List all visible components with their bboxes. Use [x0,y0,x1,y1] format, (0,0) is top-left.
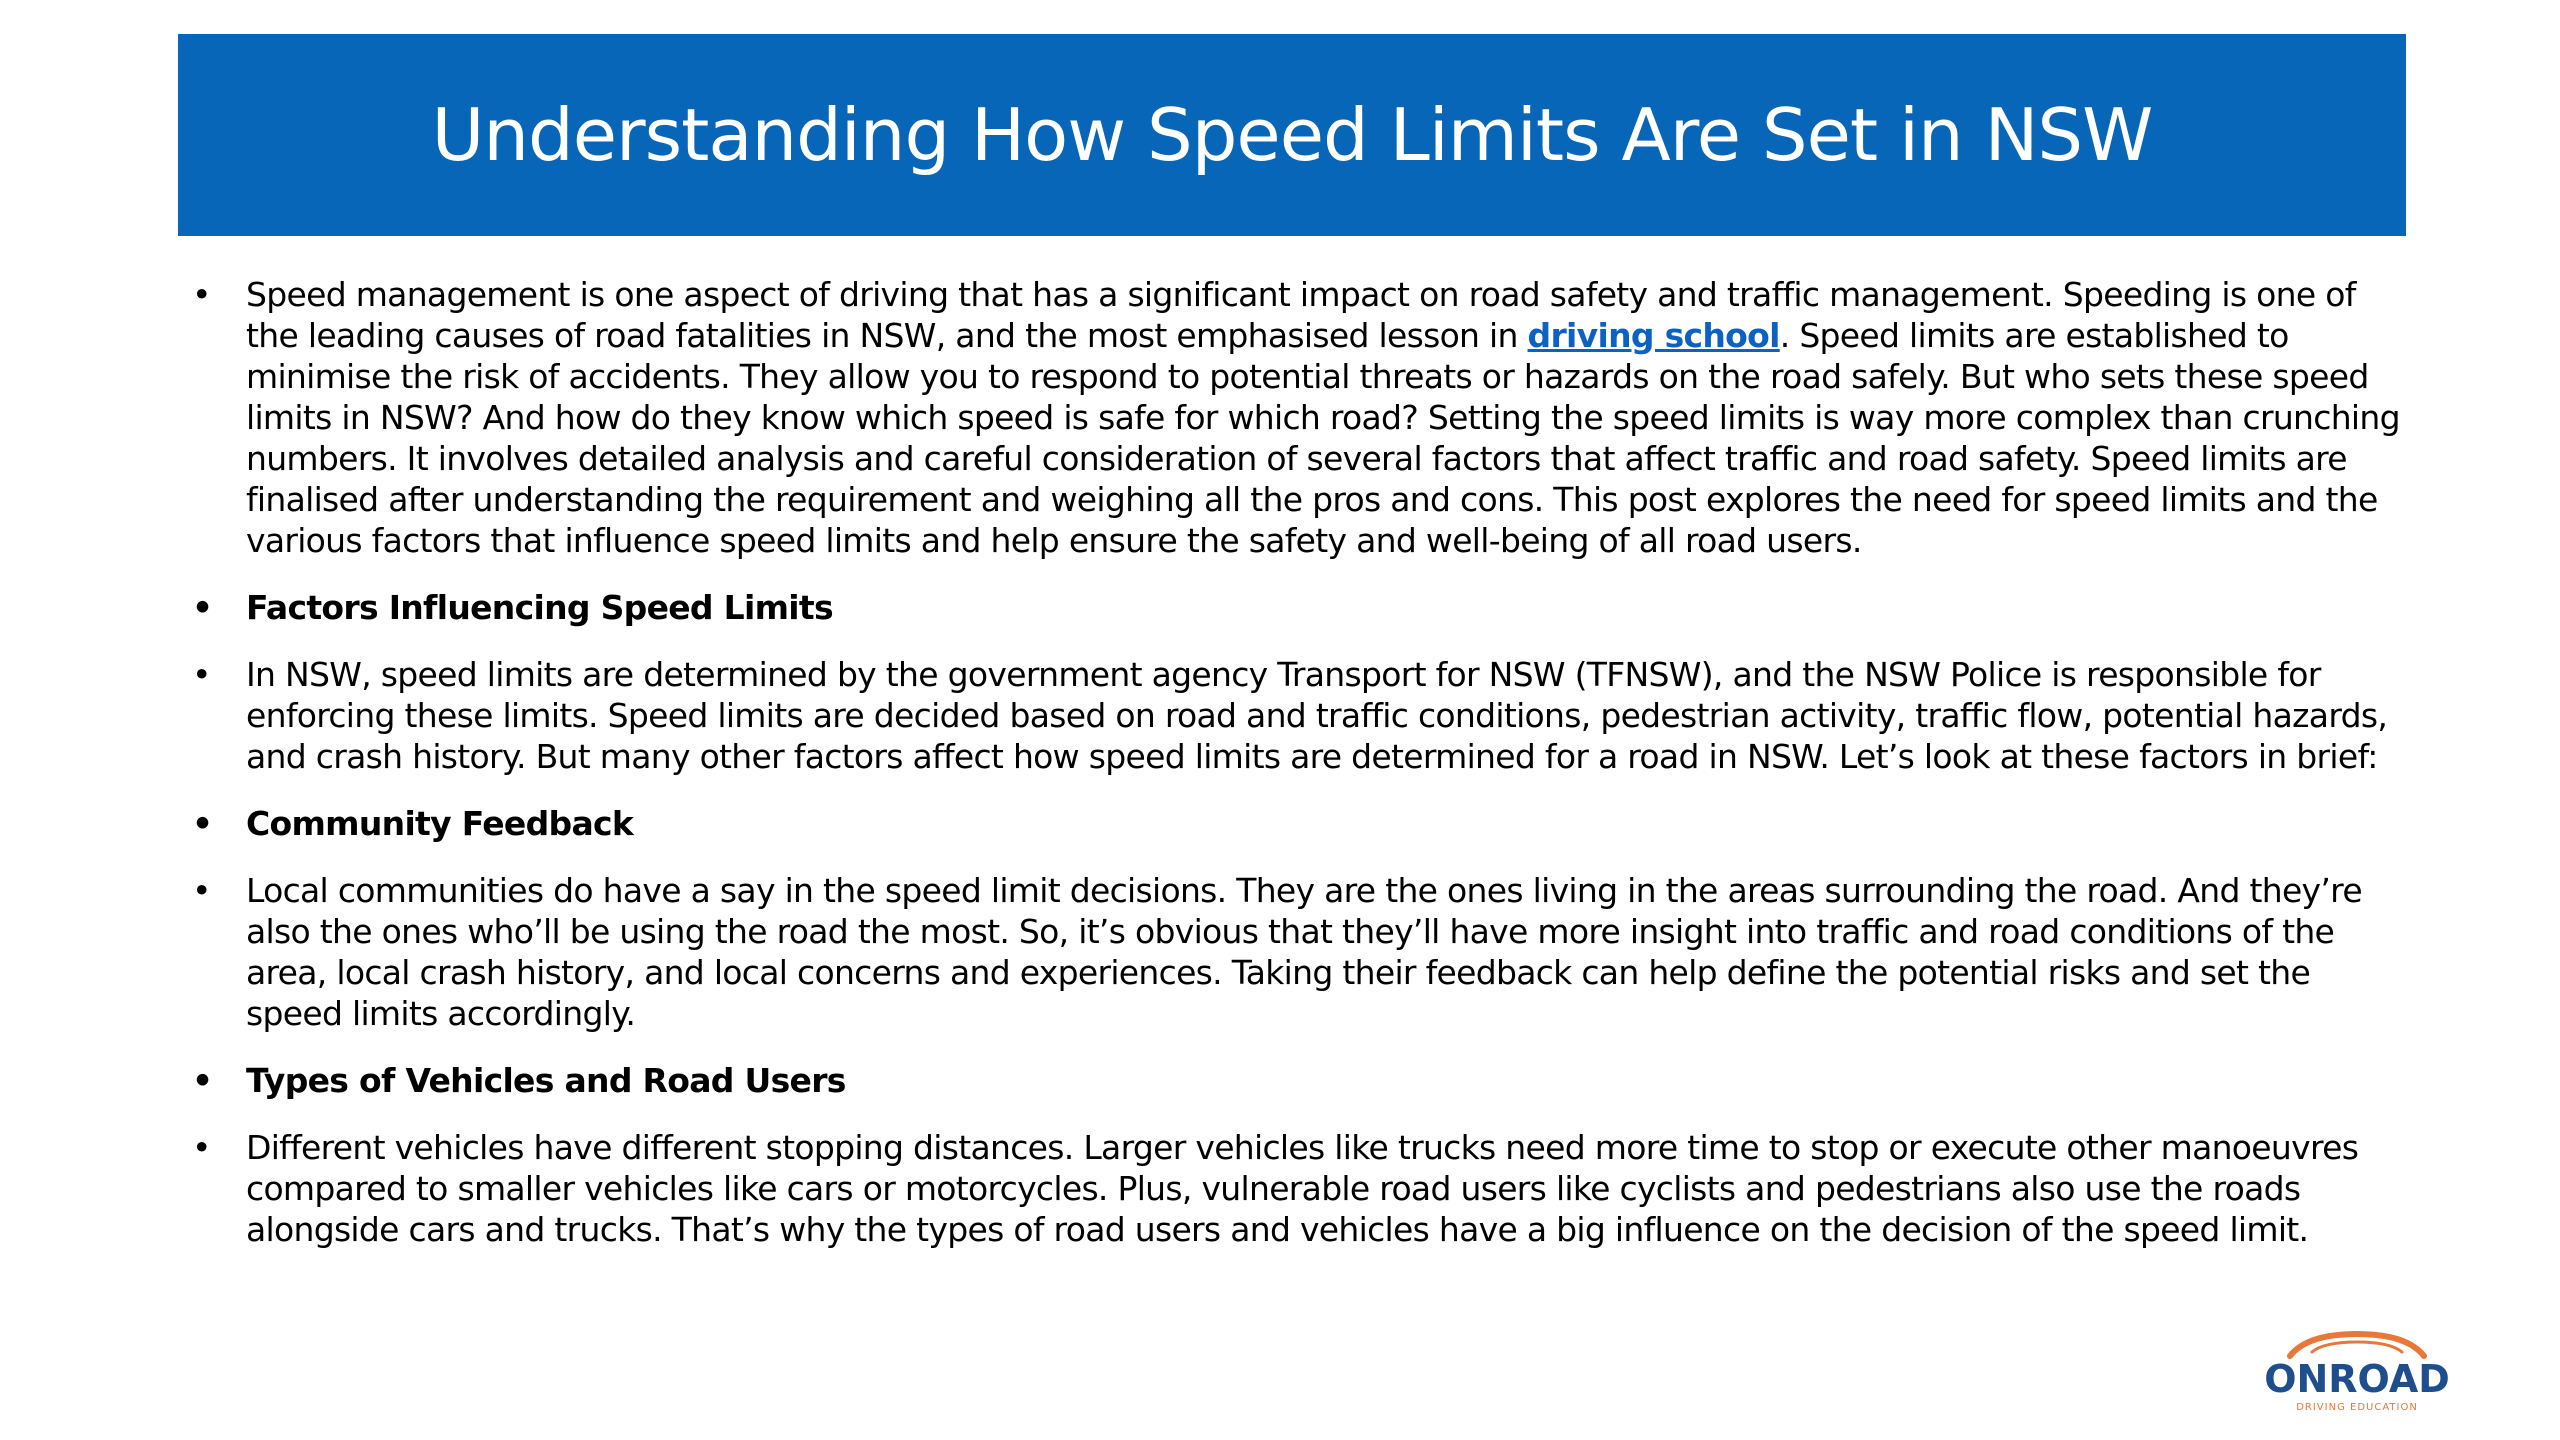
tfnsw-text: In NSW, speed limits are determined by the government agency Transport for NSW (TFNSW), and the NSW Police is responsible for enforcing these limits. Speed limits are decided based on road and traffic conditions, pedestrian activity, traffic flow, potential hazards, and crash history. But many other factors affect how speed limits are determined for a road in NSW. Let’s look at these factors in brief: [246,655,2388,776]
bullet-icon: • [192,655,211,694]
bullet-icon: • [192,275,211,314]
logo-arc-inner [2312,1342,2402,1352]
logo-arc [2290,1334,2424,1356]
bullet-icon: • [192,871,211,910]
car-roof-arc-icon [2262,1330,2452,1420]
bullet-icon: • [192,1061,213,1100]
heading-factors: Factors Influencing Speed Limits [246,588,833,627]
vehicles-text: Different vehicles have different stopping distances. Larger vehicles like trucks need more time to stop or execute other manoeuvres compared to smaller vehicles like cars or motorcycles. Plus, vulnerable road users like cyclists and pedestrians also use the roads alongside cars and trucks. That’s why the types of road users and vehicles have a big influence on the decision of the speed limit. [246,1128,2359,1249]
intro-text-start: Speed management is one aspect of driving that has a significant impact on road safety and traffic management. Speeding is one of the leading causes of road fatalities in NSW, and the most emphasised lesson in [246,275,2356,355]
intro-text-end: . Speed limits are established to minimise the risk of accidents. They allow you to respond to potential threats or hazards on the road safely. But who sets these speed limits in NSW? And how do they know which speed is safe for which road? Setting the speed limits is way more complex than crunching numbers. It involves detailed analysis and careful consideration of several factors that affect traffic and road safety. Speed limits are finalised after understanding the requirement and weighing all the pros and cons. This post explores the need for speed limits and the various factors that influence speed limits and help ensure the safety and well-being of all road users. [246,316,2400,560]
logo-tagline: DRIVING EDUCATION [2296,1402,2418,1413]
slide-content [190,274,2410,1276]
list-item-heading-community [190,803,2410,844]
page-title: Understanding How Speed Limits Are Set in NSW [431,93,2153,177]
bullet-icon: • [192,804,213,843]
list-item-heading-vehicles [190,1060,2410,1101]
heading-vehicles: Types of Vehicles and Road Users [246,1061,846,1100]
bullet-icon: • [192,588,213,627]
list-item-intro [190,274,2410,561]
community-text: Local communities do have a say in the speed limit decisions. They are the ones living in the areas surrounding the road. And they’re also the ones who’ll be using the road the most. So, it’s obvious that they’ll have more insight into traffic and road conditions of the area, local crash history, and local concerns and experiences. Taking their feedback can help define the potential risks and set the speed limits accordingly. [246,871,2362,1033]
list-item-tfnsw [190,654,2410,777]
heading-community: Community Feedback [246,804,634,843]
driving-school-link[interactable]: driving school [1527,316,1780,355]
bullet-icon: • [192,1128,211,1167]
logo-wordmark: ONROAD [2264,1357,2450,1401]
bullet-list [190,274,2410,1250]
title-banner [178,34,2406,236]
list-item-community [190,870,2410,1034]
list-item-vehicles [190,1127,2410,1250]
list-item-heading-factors [190,587,2410,628]
onroad-logo [2262,1330,2452,1420]
